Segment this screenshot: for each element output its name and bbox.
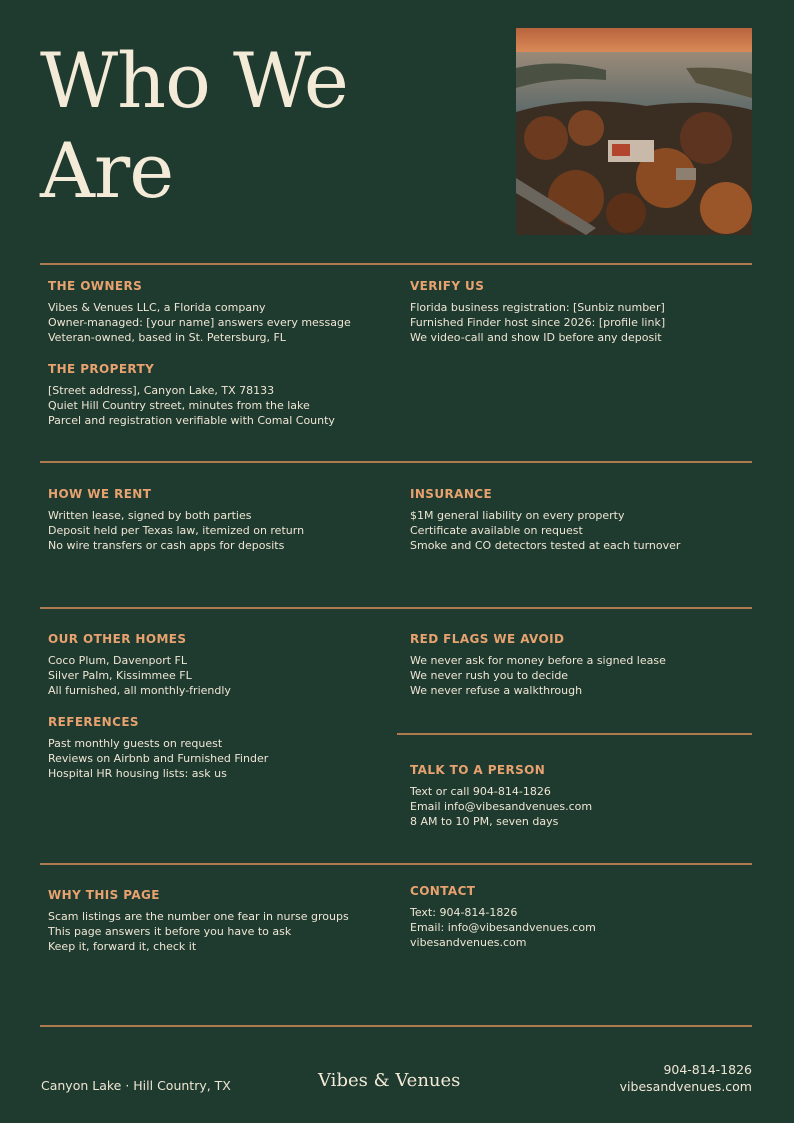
why-section bbox=[48, 887, 388, 954]
property-line: Quiet Hill Country street, minutes from the lake bbox=[48, 399, 310, 412]
property-heading: THE PROPERTY bbox=[48, 362, 155, 376]
insurance-line: Smoke and CO detectors tested at each turnover bbox=[410, 539, 681, 552]
verify-line: Florida business registration: [Sunbiz number] bbox=[410, 301, 665, 314]
why-heading: WHY THIS PAGE bbox=[48, 888, 160, 902]
divider-half bbox=[397, 733, 752, 735]
verify-section bbox=[410, 278, 750, 345]
contact-heading: CONTACT bbox=[410, 884, 476, 898]
footer-contact bbox=[620, 1061, 752, 1095]
talk-heading: TALK TO A PERSON bbox=[410, 763, 546, 777]
references-section bbox=[48, 714, 388, 781]
why-line: This page answers it before you have to ask bbox=[48, 925, 292, 938]
rent-heading: HOW WE RENT bbox=[48, 487, 152, 501]
redflags-section bbox=[410, 631, 750, 698]
homes-line: All furnished, all monthly-friendly bbox=[48, 684, 231, 697]
aerial-lake-photo bbox=[516, 28, 752, 235]
references-heading: REFERENCES bbox=[48, 715, 139, 729]
insurance-section bbox=[410, 486, 750, 553]
verify-heading: VERIFY US bbox=[410, 279, 485, 293]
redflags-line: We never ask for money before a signed lease bbox=[410, 654, 666, 667]
rent-line: Written lease, signed by both parties bbox=[48, 509, 252, 522]
insurance-line: $1M general liability on every property bbox=[410, 509, 625, 522]
footer-brand: Vibes & Venues bbox=[318, 1070, 461, 1091]
page-title bbox=[40, 36, 348, 216]
talk-line: Email info@vibesandvenues.com bbox=[410, 800, 593, 813]
redflags-line: We never rush you to decide bbox=[410, 669, 569, 682]
owners-section bbox=[48, 278, 388, 345]
insurance-heading: INSURANCE bbox=[410, 487, 493, 501]
property-line: [Street address], Canyon Lake, TX 78133 bbox=[48, 384, 275, 397]
references-line: Hospital HR housing lists: ask us bbox=[48, 767, 227, 780]
rent-section bbox=[48, 486, 388, 553]
verify-line: Furnished Finder host since 2026: [profile link] bbox=[410, 316, 666, 329]
insurance-line: Certificate available on request bbox=[410, 524, 583, 537]
divider-1 bbox=[40, 263, 752, 265]
rent-line: No wire transfers or cash apps for deposits bbox=[48, 539, 285, 552]
owners-line: Veteran-owned, based in St. Petersburg, FL bbox=[48, 331, 286, 344]
talk-section bbox=[410, 762, 750, 829]
references-line: Past monthly guests on request bbox=[48, 737, 223, 750]
talk-line: Text or call 904-814-1826 bbox=[410, 785, 551, 798]
title-line-1: Who We bbox=[40, 36, 348, 125]
property-line: Parcel and registration verifiable with Comal County bbox=[48, 414, 335, 427]
verify-line: We video-call and show ID before any deposit bbox=[410, 331, 662, 344]
divider-4 bbox=[40, 863, 752, 865]
why-line: Keep it, forward it, check it bbox=[48, 940, 197, 953]
contact-line: Email: info@vibesandvenues.com bbox=[410, 921, 596, 934]
homes-line: Coco Plum, Davenport FL bbox=[48, 654, 188, 667]
owners-line: Vibes & Venues LLC, a Florida company bbox=[48, 301, 266, 314]
redflags-line: We never refuse a walkthrough bbox=[410, 684, 583, 697]
contact-line: Text: 904-814-1826 bbox=[410, 906, 518, 919]
footer-location: Canyon Lake · Hill Country, TX bbox=[41, 1078, 231, 1093]
title-line-2: Are bbox=[40, 126, 174, 215]
owners-heading: THE OWNERS bbox=[48, 279, 143, 293]
footer-phone: 904-814-1826 bbox=[663, 1062, 752, 1077]
property-section bbox=[48, 361, 388, 428]
rent-line: Deposit held per Texas law, itemized on return bbox=[48, 524, 305, 537]
footer-website: vibesandvenues.com bbox=[619, 1079, 752, 1094]
contact-line: vibesandvenues.com bbox=[410, 936, 527, 949]
why-line: Scam listings are the number one fear in nurse groups bbox=[48, 910, 349, 923]
divider-3 bbox=[40, 607, 752, 609]
homes-section bbox=[48, 631, 388, 698]
references-line: Reviews on Airbnb and Furnished Finder bbox=[48, 752, 269, 765]
redflags-heading: RED FLAGS WE AVOID bbox=[410, 632, 565, 646]
homes-heading: OUR OTHER HOMES bbox=[48, 632, 187, 646]
owners-line: Owner-managed: [your name] answers every message bbox=[48, 316, 351, 329]
homes-line: Silver Palm, Kissimmee FL bbox=[48, 669, 192, 682]
divider-2 bbox=[40, 461, 752, 463]
divider-5 bbox=[40, 1025, 752, 1027]
contact-section bbox=[410, 883, 750, 950]
talk-line: 8 AM to 10 PM, seven days bbox=[410, 815, 559, 828]
